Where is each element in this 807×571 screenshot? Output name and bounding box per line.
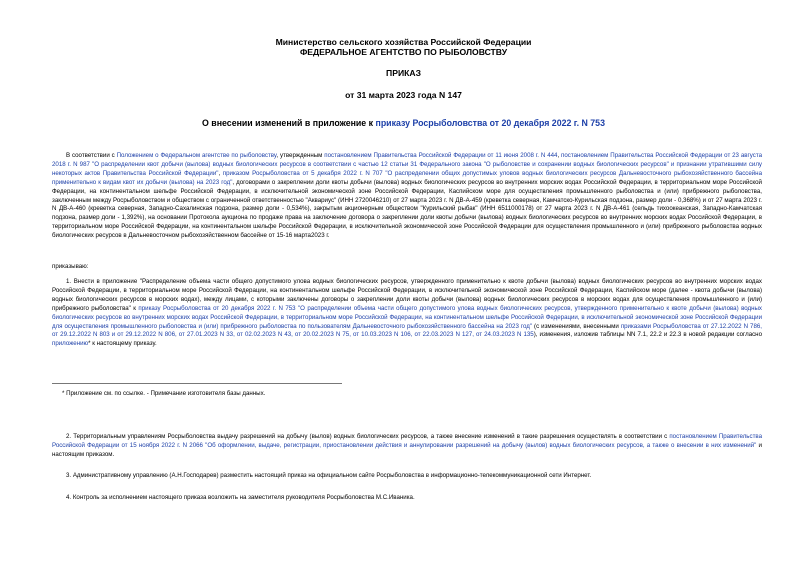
item-1-paragraph <box>52 278 762 349</box>
item-1-link-amendments[interactable]: приказами Росрыболовства от 27.12.2022 N 786, от 29.12.2022 N 803 и от 29.12.2022 N 806, от 27.01.2023 N 33, от 02.02.2023 N 43, от 20.02.2023 N 75, от 10.03.2023 N 106, от 22.03.2023 N 127, от 24.03.2023 N 135 <box>52 322 762 339</box>
item-3-text: 3. Административному управлению (А.Н.Господарев) разместить настоящий приказ на официальном сайте Росрыболовства в информационно-телекоммуникационной сети Интернет. <box>66 472 592 479</box>
preamble-link-regulation[interactable]: Положением о Федеральном агентстве по рыболовству <box>116 152 277 159</box>
item-1-text: ), изменения, изложив таблицы NN 7.1, 22.2 и 22.3 в новой редакции согласно <box>533 331 762 339</box>
item-2-paragraph <box>52 433 762 460</box>
preamble-paragraph <box>52 152 762 241</box>
footnote: * Приложение см. по ссылке. - Примечание изготовителя базы данных. <box>62 390 266 397</box>
agency-name: ФЕДЕРАЛЬНОЕ АГЕНТСТВО ПО РЫБОЛОВСТВУ <box>299 47 508 57</box>
preamble-text: , <box>557 152 562 159</box>
footnote-divider <box>52 383 342 384</box>
ministry-name: Министерство сельского хозяйства Российской Федерации <box>275 37 532 47</box>
preamble-text: , <box>218 169 223 177</box>
title-text: О внесении изменений в приложение к <box>202 118 376 128</box>
item-1-text: * к настоящему приказу. <box>88 340 157 348</box>
preamble-link-decree-444[interactable]: постановлением Правительства Российской Федерации от 11 июня 2008 г. N 444 <box>324 152 558 159</box>
item-3-paragraph <box>52 472 762 481</box>
document-type: ПРИКАЗ <box>386 68 421 78</box>
preamble-text: В соответствии с <box>66 152 117 159</box>
order-word: приказываю: <box>52 263 89 270</box>
item-2-text: и настоящим приказом. <box>52 441 762 458</box>
preamble-link-order-707[interactable]: приказом Росрыболовства от 5 декабря 2022 г. N 707 "О распределении общих допустимых уловов водных биологических ресурсов Дальневосточного рыбохозяйственного бассейна применительно к видам квот их добычи (вылова) на 2023 год" <box>52 169 762 186</box>
document-date-number: от 31 марта 2023 года N 147 <box>345 90 462 100</box>
item-4-paragraph <box>52 494 762 503</box>
preamble-text: , утвержденным <box>276 152 325 159</box>
preamble-text: , договорами о закреплении доли квоты добычи (вылова) водных биологических ресурсов во внутренних морских водах Российской Федерации, в территориальном море Российской Федерации, на континентальном шельфе Российской Федерации, в исключительной экономической зоне Российской Федерации, Каспийском море для осуществления промышленного рыболовства и (или) прибрежного рыболовства, заключенным между Росрыболовством и обществом с ограниченной ответственностью "Аквариус" (ИНН 2720046210) от 27 марта 2023 г. N ДВ-А-459 (креветка северная, Камчатско-Курильская подзона, размер доли - 0,368%) и от 27 марта 2023 г. N ДВ-А-460 (креветка северная, Западно-Сахалинская подзона, размер доли - 0,534%), закрытым акционерным обществом "Курильский рыбак" (ИНН 6511000178) от 27 марта 2023 г. N ДВ-А-461 (сельдь тихоокеанская, Западно-Камчатская подзона, размер доли - 1,392%), на основании Протокола аукциона по продаже права на заключение договора о закреплении доли квоты добычи (вылова) водных биологических ресурсов во внутренних морских водах Российской Федерации, в территориальном море Российской Федерации, на континентальном шельфе Российской Федерации, в исключительной экономической зоне Российской Федерации для осуществления промышленного и (или) прибрежного рыболовства водных биологических ресурсов в Дальневосточном рыбохозяйственном бассейне от 15-16 марта2023 г. <box>52 178 762 240</box>
item-1-text: (с изменениями, внесенными <box>532 322 621 330</box>
document-title <box>0 118 807 129</box>
item-1-link-appendix[interactable]: приложению <box>52 340 89 348</box>
item-4-text: 4. Контроль за исполнением настоящего приказа возложить на заместителя руководителя Росрыболовства М.С.Иваника. <box>66 494 415 501</box>
title-link[interactable]: приказу Росрыболовства от 20 декабря 2022 г. N 753 <box>375 118 605 128</box>
item-1-link-order-753[interactable]: приказу Росрыболовства от 20 декабря 2022 г. N 753 "О распределении объема части общего допустимого улова водных биологических ресурсов, утвержденного применительно к квоте добычи (вылова) водных биологических ресурсов во внутренних морских водах Российской Федерации, в территориальном море Российской Федерации, на континентальном шельфе Российской Федерации, в исключительной экономической зоне Российской Федерации для осуществления промышленного рыболовства и (или) прибрежного рыболовства по пользователям Дальневосточного рыбохозяйственного бассейна на 2023 год" <box>52 304 763 330</box>
item-2-link-decree-2066[interactable]: постановлением Правительства Российской Федерации от 15 ноября 2022 г. N 2066 "Об оформлении, выдаче, регистрации, приостановлении действия и аннулировании разрешений на добычу (вылов) водных биологических ресурсов, а также о внесении в них изменений" <box>52 433 762 449</box>
preamble-link-decree-987[interactable]: постановлением Правительства Российской Федерации от 23 августа 2018 г. N 987 "О распределении квот добычи (вылова) водных биологических ресурсов в соответствии с частью 12 статьи 31 Федерального закона "О рыболовстве и сохранении водных биологических ресурсов" и признании утратившими силу некоторых актов Правительства Российской Федерации" <box>52 152 762 177</box>
item-1-text: 1. Внести в приложение "Распределение объема части общего допустимого улова водных биологических ресурсов, утвержденного применительно к квоте добычи (вылова) водных биологических ресурсов во внутренних морских водах Российской Федерации, в территориальном море Российской Федерации, на континентальном шельфе Российской Федерации, в исключительной экономической зоне Российской Федерации, Каспийском море (далее - квота добычи (вылова) водных биологических ресурсов в морских водах), между лицами, с которыми заключены договоры о закреплении доли квоты добычи (вылова) водных биологических ресурсов в морских водах для осуществления промышленного и (или) прибрежного рыболовства" к <box>52 278 762 312</box>
item-2-text: 2. Территориальным управлениям Росрыболовства выдачу разрешений на добычу (вылов) водных биологических ресурсов, а также внесение изменений в такие разрешения осуществлять в соответствии с <box>66 433 670 440</box>
